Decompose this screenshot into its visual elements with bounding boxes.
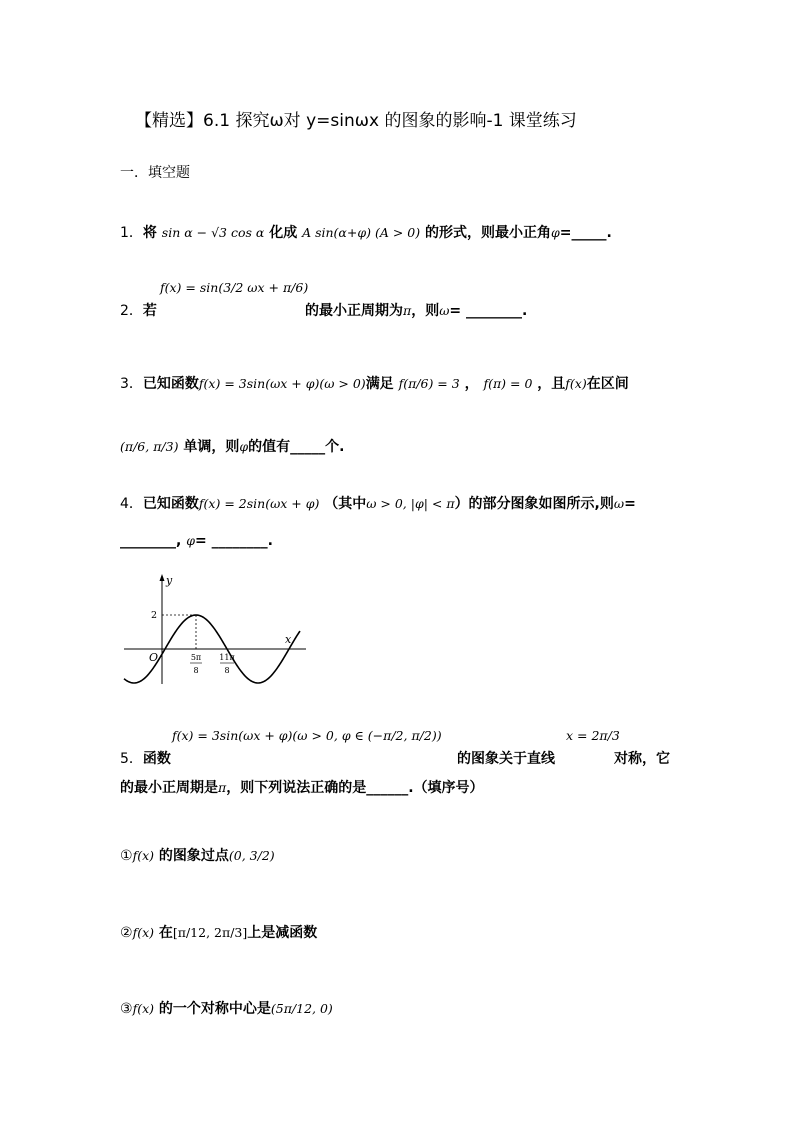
x-axis-label: x (285, 633, 292, 646)
q5-rest (457, 748, 555, 768)
option-1-fx: f(x) (132, 848, 154, 863)
option-2-text: 在 (158, 925, 173, 941)
y-axis-arrow (160, 574, 165, 581)
q5-number: 5． (120, 751, 143, 767)
option-1-expr: (0, 3/2) (228, 848, 275, 863)
q3-text-1: 已知函数 (142, 376, 199, 392)
q5-text-3: 对称，它 (614, 751, 670, 767)
q3-text-3: ， (464, 376, 479, 392)
q2-number: 2． (120, 303, 143, 319)
q5-text-1: 函数 (142, 751, 171, 767)
q3-expr-1: f(x) = 3sin(ωx + φ)(ω > 0) (198, 376, 366, 391)
q3-text-5: 在区间 (586, 376, 629, 392)
q1-text-1: 将 (142, 225, 157, 241)
q2-blank: = ________. (449, 303, 528, 319)
question-5 (120, 748, 171, 768)
option-3-expr: (5π/12, 0) (270, 1001, 333, 1016)
q1-blank: =_____. (559, 225, 612, 241)
q2-text-3: ，则 (411, 303, 440, 319)
option-2-mark: ② (120, 925, 133, 941)
q1-number: 1． (120, 225, 143, 241)
q3-text-6: 单调，则 (183, 439, 240, 455)
q2-text-1: 若 (142, 303, 157, 319)
question-1 (120, 222, 612, 242)
option-3-mark: ③ (120, 1001, 133, 1017)
q4-phi: φ (186, 533, 195, 548)
question-5-line-2 (120, 777, 484, 797)
q2-pi: π (403, 303, 412, 318)
option-2 (120, 922, 317, 942)
sine-graph (120, 572, 310, 687)
q5-expr: f(x) = 3sin(ωx + φ)(ω > 0, φ ∈ (−π/2, π/2)) (172, 728, 442, 743)
q5-text-4: 的最小正周期是 (120, 780, 218, 796)
q3-expr-2: f(π/6) = 3 (398, 376, 460, 391)
section-heading: 一．填空题 (120, 165, 190, 181)
q1-text-3: 的形式，则最小正角 (424, 225, 551, 241)
q5-text-2: 的图象关于直线 (457, 751, 555, 767)
x-tick-2-den: 8 (224, 666, 230, 675)
option-2-text-2: 上是减函数 (247, 925, 318, 941)
q4-expr: f(x) = 2sin(ωx + φ) (198, 496, 320, 511)
q3-number: 3． (120, 376, 143, 392)
q5-pi: π (218, 780, 227, 795)
q4-blank-2: = ________. (194, 533, 273, 549)
option-3-fx: f(x) (132, 1001, 154, 1016)
question-3 (120, 373, 629, 393)
question-3-line-2 (120, 436, 344, 456)
question-4 (120, 493, 636, 513)
q4-number: 4． (120, 496, 143, 512)
x-tick-2-num: 11π (219, 653, 235, 662)
question-2 (120, 300, 157, 320)
option-1-text: 的图象过点 (158, 848, 229, 864)
page-title: 【精选】6.1 探究ω对 y=sinωx 的图象的影响-1 课堂练习 (135, 111, 577, 131)
option-2-fx: f(x) (132, 925, 154, 940)
q3-text-2: 满足 (365, 376, 394, 392)
q3-phi: φ (239, 439, 249, 454)
option-3 (120, 998, 333, 1018)
q2-rest (305, 300, 527, 320)
origin-label: O (149, 651, 159, 664)
q1-expr-2: A sin(α+φ) (A > 0) (302, 225, 421, 240)
q4-text-3: ）的部分图象如图所示,则 (454, 496, 614, 512)
q3-text-4: ，且 (537, 376, 566, 392)
q4-text-2: （其中 (324, 496, 367, 512)
q2-omega: ω (439, 303, 450, 318)
option-1 (120, 845, 275, 865)
q4-omega: ω (613, 496, 625, 511)
q1-text-2: 化成 (269, 225, 298, 241)
option-3-text: 的一个对称中心是 (158, 1001, 271, 1017)
q4-cond: ω > 0, |φ| < π (366, 496, 455, 511)
q4-eq: = (624, 496, 636, 512)
question-4-line-2 (120, 533, 273, 549)
y-axis-label: y (166, 574, 173, 587)
q4-blank-1: ________, (120, 533, 182, 549)
q5-text-5: ，则下列说法正确的是______.（填序号） (226, 780, 484, 796)
x-tick-1-num: 5π (190, 653, 202, 662)
q3-interval: (π/6, π/3) (120, 439, 179, 454)
q3-expr-3: f(π) = 0 (483, 376, 533, 391)
q3-text-7: 的值有_____个. (248, 439, 345, 455)
option-2-expr: [π/12, 2π/3] (172, 925, 248, 940)
q1-expr-1: sin α − √3 cos α (161, 225, 265, 240)
q1-phi: φ (550, 225, 560, 240)
q2-expr: f(x) = sin(3/2 ωx + π/6) (160, 280, 309, 295)
option-1-mark: ① (120, 848, 133, 864)
x-tick-1-den: 8 (193, 666, 199, 675)
q3-expr-4: f(x) (565, 376, 587, 391)
y-tick-2: 2 (151, 610, 158, 621)
q5-line: x = 2π/3 (566, 728, 620, 743)
q2-text-2: 的最小正周期为 (305, 303, 403, 319)
q4-text-1: 已知函数 (142, 496, 199, 512)
